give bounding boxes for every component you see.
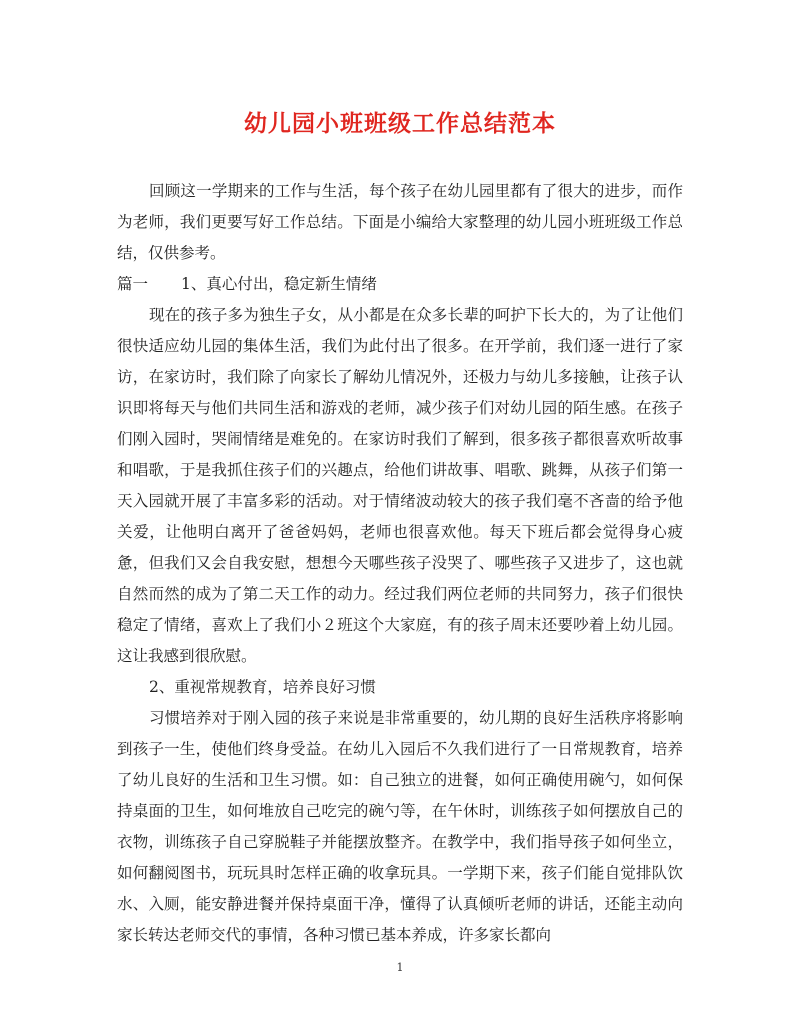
document-title: 幼儿园小班班级工作总结范本	[244, 110, 556, 137]
document-body	[117, 176, 683, 951]
section-1-label: 篇一	[117, 275, 149, 293]
page-number: 1	[396, 961, 404, 974]
section-1-heading: 1、真心付出，稳定新生情绪	[181, 275, 377, 293]
section-1-heading-line	[117, 269, 683, 300]
section-1-paragraph: 现在的孩子多为独生子女，从小都是在众多长辈的呵护下长大的，为了让他们很快适应幼儿园的集体生活，我们为此付出了很多。在开学前，我们逐一进行了家访，在家访时，我们除了向家长了解幼儿情况外，还极力与幼儿多接触，让孩子认识即将每天与他们共同生活和游戏的老师，减少孩子们对幼儿园的陌生感。在孩子们刚入园时，哭闹情绪是难免的。在家访时我们了解到，很多孩子都很喜欢听故事和唱歌，于是我抓住孩子们的兴趣点，给他们讲故事、唱歌、跳舞，从孩子们第一天入园就开展了丰富多彩的活动。对于情绪波动较大的孩子我们毫不吝啬的给予他关爱，让他明白离开了爸爸妈妈，老师也很喜欢他。每天下班后都会觉得身心疲惫，但我们又会自我安慰，想想今天哪些孩子没哭了、哪些孩子又进步了，这也就自然而然的成为了第二天工作的动力。经过我们两位老师的共同努力，孩子们很快稳定了情绪，喜欢上了我们小２班这个大家庭，有的孩子周末还要吵着上幼儿园。这让我感到很欣慰。	[117, 306, 683, 665]
section-2-paragraph: 习惯培养对于刚入园的孩子来说是非常重要的，幼儿期的良好生活秩序将影响到孩子一生，使他们终身受益。在幼儿入园后不久我们进行了一日常规教育，培养了幼儿良好的生活和卫生习惯。如：自己独立的进餐，如何正确使用碗勺，如何保持桌面的卫生，如何堆放自己吃完的碗勺等，在午休时，训练孩子如何摆放自己的衣物，训练孩子自己穿脱鞋子并能摆放整齐。在教学中，我们指导孩子如何坐立，如何翻阅图书，玩玩具时怎样正确的收拿玩具。一学期下来，孩子们能自觉排队饮水、入厕，能安静进餐并保持桌面干净，懂得了认真倾听老师的讲话，还能主动向家长转达老师交代的事情，各种习惯已基本养成，许多家长都向	[117, 709, 683, 944]
intro-paragraph: 回顾这一学期来的工作与生活，每个孩子在幼儿园里都有了很大的进步，而作为老师，我们更要写好工作总结。下面是小编给大家整理的幼儿园小班班级工作总结，仅供参考。	[117, 182, 683, 262]
section-2-heading: 2、重视常规教育，培养良好习惯	[149, 678, 376, 696]
